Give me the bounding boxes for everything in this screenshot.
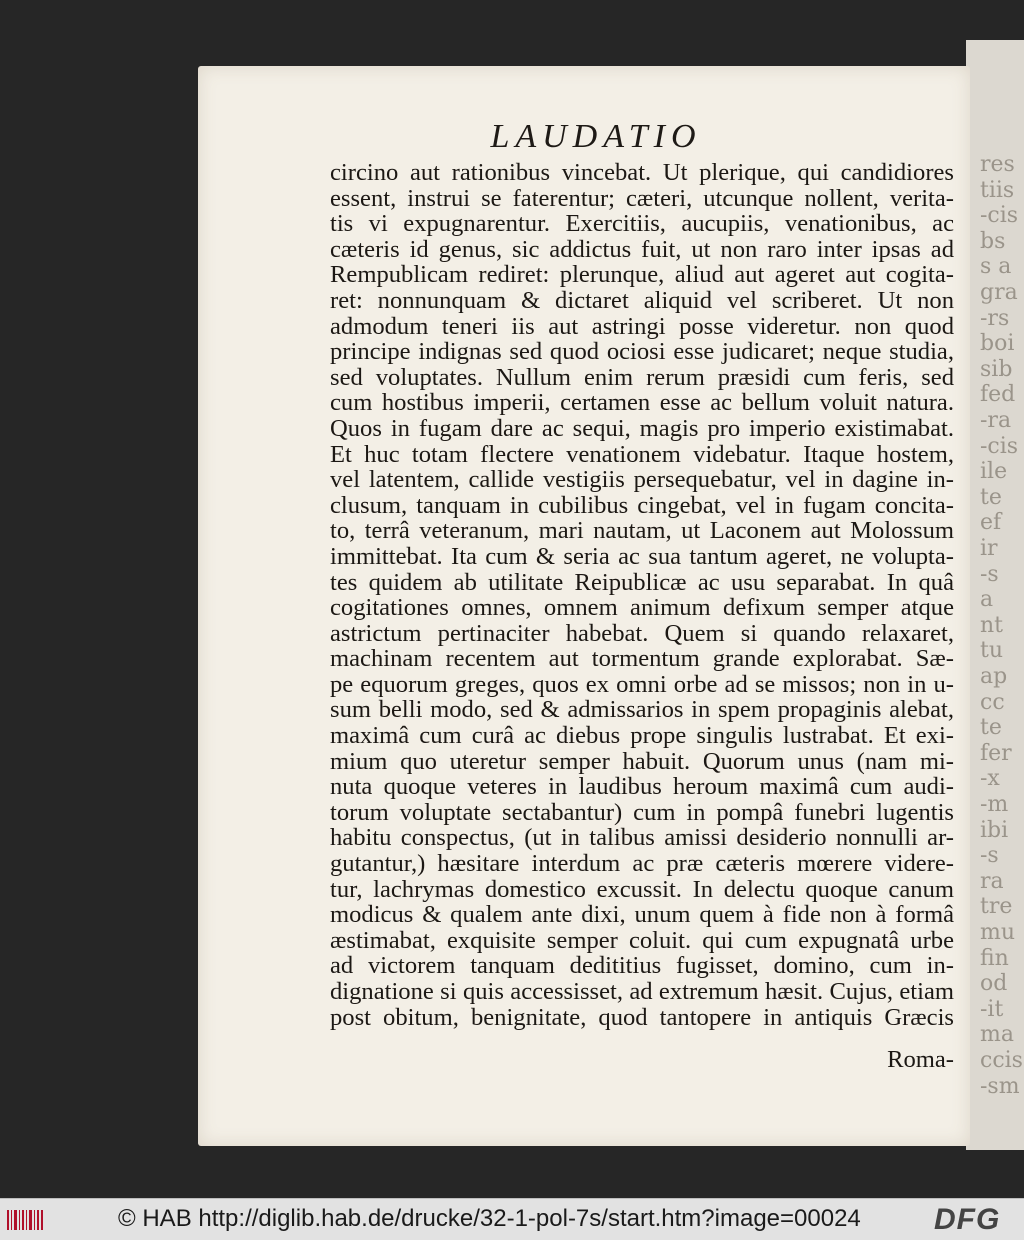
- facing-page-fragment: nt: [980, 612, 1004, 638]
- catchword: Roma-: [887, 1046, 954, 1073]
- text-line: ret: nonnunquam & dictaret aliquid vel scriberet. Ut non: [330, 286, 954, 314]
- text-line: dignatione si quis accessisset, ad extremum hæsit. Cujus, etiam: [330, 978, 954, 1005]
- text-line: vel latentem, callide vestigiis persequebatur, vel in dagine in-: [330, 466, 954, 494]
- facing-page-fragment: fer: [980, 740, 1012, 766]
- text-line: cæteris id genus, sic addictus fuit, ut non raro inter ipsas ad: [330, 235, 954, 263]
- facing-page-fragment: -it: [980, 996, 1004, 1022]
- facing-page-fragment: s a: [980, 254, 1012, 280]
- text-line: gutantur,) hæsitare interdum ac præ cæteris mœrere videre-: [330, 850, 954, 878]
- facing-page-fragment: ile: [980, 459, 1008, 485]
- facing-page-fragment: te: [980, 484, 1002, 510]
- facing-page-fragment: sib: [980, 356, 1013, 382]
- text-line: sed voluptates. Nullum enim rerum præsidi cum feris, sed: [330, 363, 954, 391]
- facing-page-fragment: ra: [980, 868, 1004, 894]
- text-line: machinam recentem aut tormentum grande explorabat. Sæ-: [330, 645, 954, 673]
- facing-page-fragment: od: [980, 971, 1008, 997]
- facing-page-fragment: fed: [980, 382, 1016, 408]
- text-line: cogitationes omnes, omnem animum defixum semper atque: [330, 594, 954, 622]
- text-line: modicus & qualem ante dixi, unum quem à fide non à formâ: [330, 901, 954, 929]
- facing-page-fragment: -cis: [980, 433, 1019, 459]
- facing-page-fragment: bs: [980, 228, 1006, 254]
- text-line: nuta quoque veteres in laudibus heroum maximâ cum audi-: [330, 773, 954, 801]
- facing-page-fragment: boi: [980, 331, 1015, 357]
- facing-page-fragment: -m: [980, 792, 1009, 817]
- text-line: torum voluptate sectabantur) cum in pompâ funebri lugentis: [330, 798, 954, 826]
- text-line: principe indignas sed quod ociosi esse judicaret; neque studia,: [330, 338, 954, 366]
- text-line: admodum teneri iis aut astringi posse videretur. non quod: [330, 312, 954, 340]
- facing-page-fragment: ccis: [980, 1048, 1023, 1073]
- hab-barcode-icon: [6, 1207, 46, 1233]
- facing-page-fragment: -cis: [980, 203, 1019, 229]
- text-line: mium quo uteretur semper habuit. Quorum unus (nam mi-: [330, 747, 954, 775]
- facing-page-fragment: a: [980, 587, 994, 613]
- dfg-logo: DFG: [934, 1203, 1001, 1236]
- text-line: tur, lachrymas domestico excussit. In delectu quoque canum: [330, 875, 954, 903]
- facing-page-fragment: cc: [980, 689, 1005, 715]
- facing-page-fragment: -rs: [980, 305, 1010, 331]
- facing-page-fragment: tu: [980, 638, 1004, 664]
- text-line: sum belli modo, sed & admissarios in spem propaginis alebat,: [330, 696, 954, 724]
- copyright-link[interactable]: © HAB http://diglib.hab.de/drucke/32-1-pol-7s/start.htm?image=00024: [118, 1205, 861, 1232]
- facing-page-fragment: ir: [980, 536, 998, 561]
- facing-page-fragment: ap: [980, 664, 1008, 689]
- facing-page-fragment: te: [980, 715, 1002, 741]
- text-line: to, terrâ veteranum, mari nautam, ut Laconem aut Molossum: [330, 517, 954, 545]
- facing-page-fragment: tre: [980, 894, 1013, 920]
- facing-page-fragment: ma: [980, 1022, 1014, 1048]
- facing-page-fragment: -s: [980, 561, 999, 587]
- text-line: tis vi expugnarentur. Exercitiis, aucupiis, venationibus, ac: [330, 210, 954, 238]
- text-line: tes quidem ab utilitate Reipublicæ ac usu separabat. In quâ: [330, 568, 954, 596]
- text-line: habitu conspectus, (ut in talibus amissi desiderio nonnulli ar-: [330, 824, 954, 852]
- facing-page: [966, 40, 1024, 1150]
- facing-page-fragment: -ra: [980, 408, 1012, 433]
- text-line: Et huc totam flectere venationem videbatur. Itaque hostem,: [330, 440, 954, 468]
- facing-page-fragment: -x: [980, 766, 1000, 792]
- text-line: post obitum, benignitate, quod tantopere in antiquis Græcis: [330, 1003, 954, 1031]
- facing-page-fragment: gra: [980, 280, 1018, 305]
- footer-bar: [0, 1198, 1024, 1240]
- text-line: clusum, tanquam in cubilibus cingebat, vel in fugam concita-: [330, 491, 954, 519]
- text-line: immittebat. Ita cum & seria ac sua tantum ageret, ne volupta-: [330, 542, 954, 570]
- text-line: essent, instrui se faterentur; cæteri, utcunque nollent, verita-: [330, 184, 954, 212]
- facing-page-fragment: res: [980, 152, 1015, 177]
- text-line: circino aut rationibus vincebat. Ut plerique, qui candidiores: [330, 159, 954, 186]
- facing-page-fragment: tiis: [980, 177, 1015, 203]
- text-line: Rempublicam rediret: plerunque, aliud aut ageret aut cogita-: [330, 261, 954, 289]
- page-text: [330, 160, 954, 1030]
- facing-page-fragment: mu: [980, 920, 1016, 945]
- text-line: maximâ cum curâ ac diebus prope singulis lustrabat. Et exi-: [330, 722, 954, 750]
- running-header: LAUDATIO: [490, 118, 702, 155]
- text-line: pe equorum greges, quos ex omni orbe ad se missos; non in u-: [330, 670, 954, 698]
- facing-page-fragment: ibi: [980, 817, 1009, 843]
- facing-page-fragment: fin: [980, 945, 1009, 971]
- facing-page-fragment: ef: [980, 510, 1002, 536]
- text-line: astrictum pertinaciter habebat. Quem si quando relaxaret,: [330, 619, 954, 647]
- text-line: Quos in fugam dare ac sequi, magis pro imperio existimabat.: [330, 414, 954, 442]
- text-line: cum hostibus imperii, certamen esse ac bellum voluit natura.: [330, 389, 954, 417]
- facing-page-fragment: -sm: [980, 1073, 1020, 1099]
- text-line: æstimabat, exquisite semper coluit. qui cum expugnatâ urbe: [330, 926, 954, 954]
- text-line: ad victorem tanquam dedititius fugisset, domino, cum in-: [330, 952, 954, 980]
- facing-page-fragment: -s: [980, 843, 999, 869]
